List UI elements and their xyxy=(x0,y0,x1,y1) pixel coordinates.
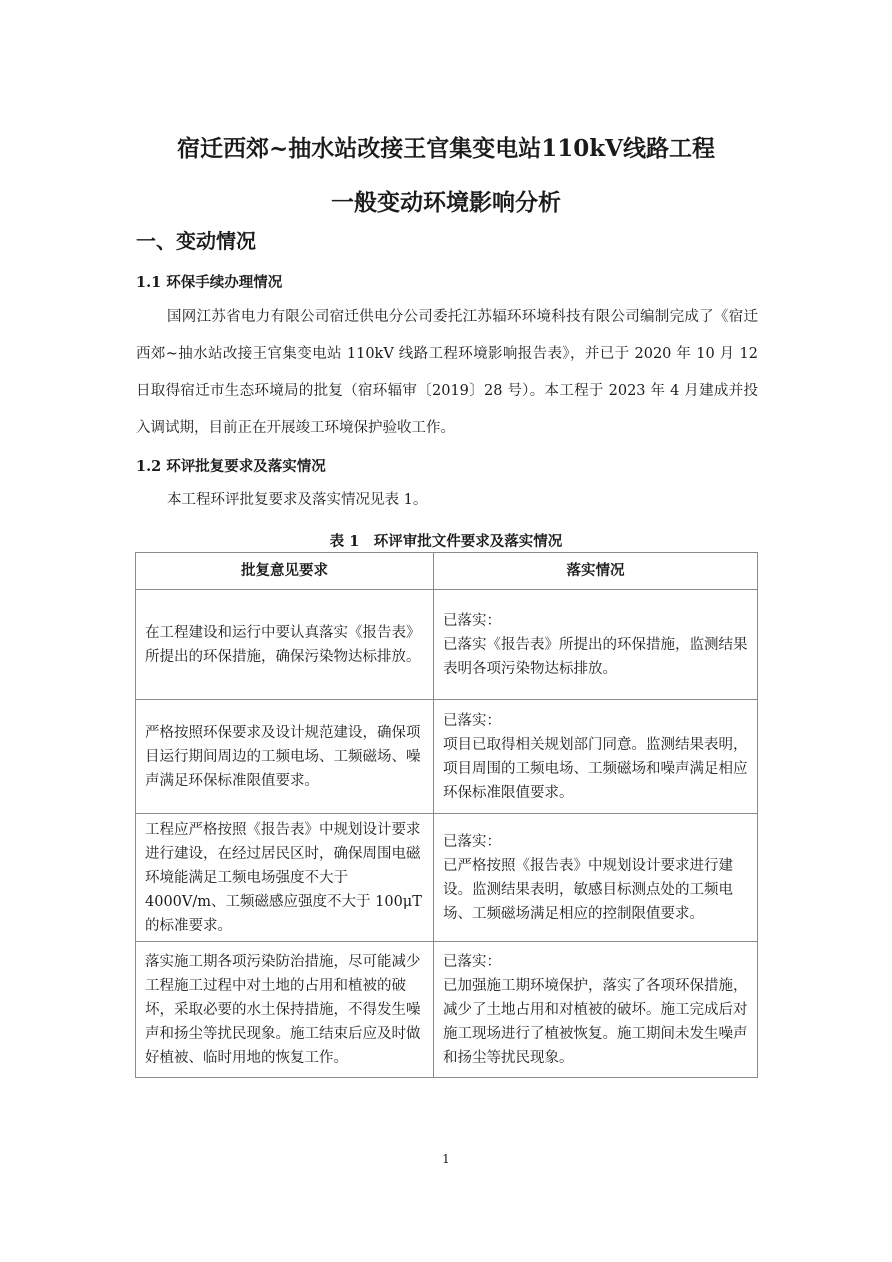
table-row xyxy=(136,942,758,1078)
paragraph-table-intro: 本工程环评批复要求及落实情况见表 1。 xyxy=(167,492,428,508)
table-header-row xyxy=(136,553,758,590)
implementation-detail: 项目已取得相关规划部门同意。监测结果表明，项目周围的工频电场、工频磁场和噪声满足相应环保标准限值要求。 xyxy=(443,736,748,801)
requirement-cell: 工程应严格按照《报告表》中规划设计要求进行建设，在经过居民区时，确保周围电磁环境能满足工频电场强度不大于4000V/m、工频磁感应强度不大于 100μT 的标准要求。 xyxy=(136,814,434,942)
subsection-heading-1-2: 1.2 环评批复要求及落实情况 xyxy=(136,458,326,475)
implementation-cell xyxy=(434,814,758,942)
document-title-line1: 宿迁西郊~抽水站改接王官集变电站110kV线路工程 xyxy=(176,135,716,162)
requirement-cell: 落实施工期各项污染防治措施，尽可能减少工程施工过程中对土地的占用和植被的破坏，采取必要的水土保持措施，不得发生噪声和扬尘等扰民现象。施工结束后应及时做好植被、临时用地的恢复工作。 xyxy=(136,942,434,1078)
page-number: 1 xyxy=(442,1152,450,1166)
paragraph-procedures: 国网江苏省电力有限公司宿迁供电分公司委托江苏辐环环境科技有限公司编制完成了《宿迁西郊~抽水站改接王官集变电站 110kV 线路工程环境影响报告表》，并已于 2020 年 10 月 12 日取得宿迁市生态环境局的批复（宿环辐审〔2019〕28 号）。本工程于 2023 年 4 月建成并投入调试期，目前正在开展竣工环境保护验收工作。 xyxy=(136,309,758,436)
requirement-cell: 严格按照环保要求及设计规范建设，确保项目运行期间周边的工频电场、工频磁场、噪声满足环保标准限值要求。 xyxy=(136,700,434,814)
implementation-detail: 已落实《报告表》所提出的环保措施，监测结果表明各项污染物达标排放。 xyxy=(443,636,748,677)
table-row xyxy=(136,814,758,942)
implementation-detail: 已严格按照《报告表》中规划设计要求进行建设。监测结果表明，敏感目标测点处的工频电场、工频磁场满足相应的控制限值要求。 xyxy=(443,857,733,922)
implementation-cell xyxy=(434,942,758,1078)
document-title-line2: 一般变动环境影响分析 xyxy=(331,189,561,216)
implementation-cell xyxy=(434,700,758,814)
status-label: 已落实： xyxy=(443,953,501,970)
column-header-implementation: 落实情况 xyxy=(434,553,758,590)
implementation-detail: 已加强施工期环境保护，落实了各项环保措施，减少了土地占用和对植被的破坏。施工完成后对施工现场进行了植被恢复。施工期间未发生噪声和扬尘等扰民现象。 xyxy=(443,977,748,1066)
status-label: 已落实： xyxy=(443,712,501,729)
table-caption: 表 1 环评审批文件要求及落实情况 xyxy=(329,533,563,550)
status-label: 已落实： xyxy=(443,833,501,850)
implementation-cell xyxy=(434,590,758,700)
subsection-heading-1-1: 1.1 环保手续办理情况 xyxy=(136,274,283,291)
status-label: 已落实： xyxy=(443,612,501,629)
requirement-cell: 在工程建设和运行中要认真落实《报告表》所提出的环保措施，确保污染物达标排放。 xyxy=(136,590,434,700)
requirements-table xyxy=(135,552,758,1078)
column-header-requirement: 批复意见要求 xyxy=(136,553,434,590)
table-row xyxy=(136,590,758,700)
section-heading: 一、变动情况 xyxy=(136,229,256,253)
table-row xyxy=(136,700,758,814)
